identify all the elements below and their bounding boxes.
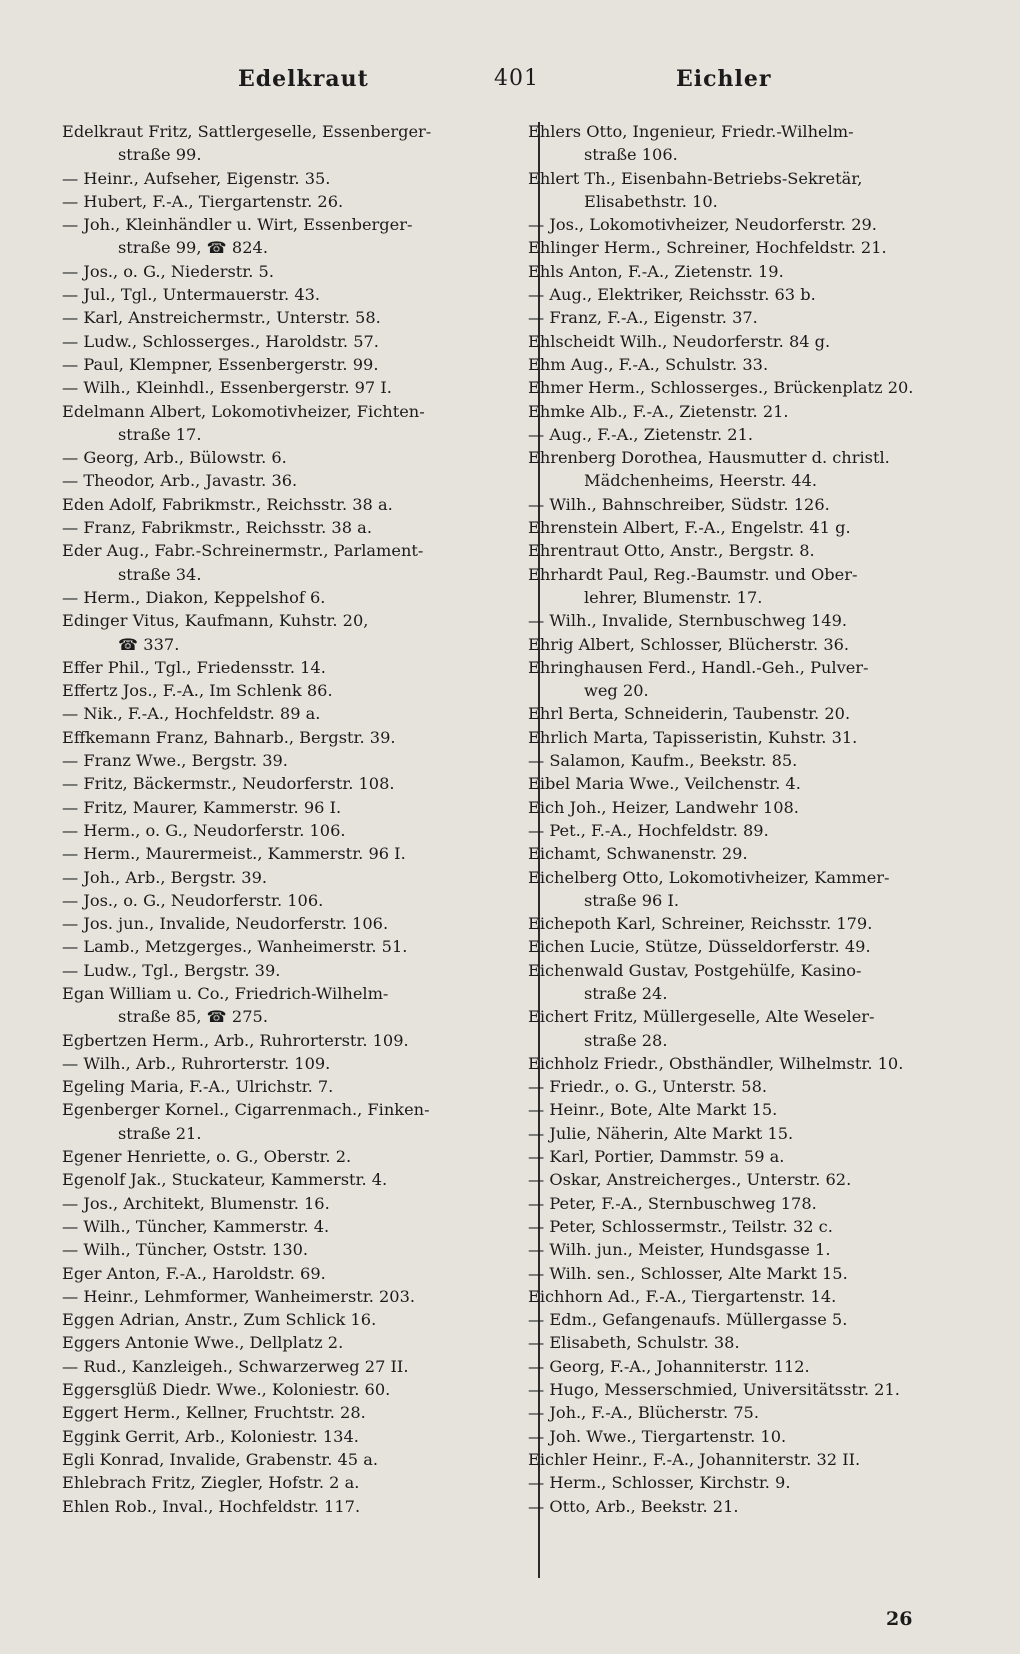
entry-line: — Joh., Kleinhändler u. Wirt, Essenberger- (62, 215, 413, 235)
entry-line: — Joh., F.-A., Blücherstr. 75. (528, 1403, 759, 1423)
entry-line: — Joh. Wwe., Tiergartenstr. 10. (528, 1426, 787, 1446)
entry-line: Eibel Maria Wwe., Veilchenstr. 4. (528, 774, 801, 794)
directory-entry (528, 1122, 970, 1145)
entry-line: — Jos., o. G., Niederstr. 5. (62, 261, 274, 281)
directory-entry (528, 726, 970, 749)
entry-line: — Wilh. sen., Schlosser, Alte Markt 15. (528, 1263, 848, 1283)
directory-entry (62, 1075, 534, 1098)
entry-line: Effkemann Franz, Bahnarb., Bergstr. 39. (62, 727, 396, 747)
entry-line: Ehmer Herm., Schlosserges., Brückenplatz 20. (528, 378, 914, 398)
entry-line: — Joh., Arb., Bergstr. 39. (62, 867, 268, 887)
directory-entry (62, 842, 534, 865)
directory-entry (62, 656, 534, 679)
directory-entry (528, 1052, 970, 1075)
directory-entry (528, 1262, 970, 1285)
entry-line: — Wilh., Kleinhdl., Essenbergerstr. 97 I. (62, 378, 392, 398)
entry-line: — Heinr., Bote, Alte Markt 15. (528, 1100, 778, 1120)
entry-line: Eichamt, Schwanenstr. 29. (528, 844, 748, 864)
entry-line: Ehlebrach Fritz, Ziegler, Hofstr. 2 a. (62, 1473, 360, 1493)
directory-entry (62, 539, 534, 586)
entry-line: — Jos. jun., Invalide, Neudorferstr. 106. (62, 914, 389, 934)
directory-entry (62, 679, 534, 702)
entry-continuation: lehrer, Blumenstr. 17. (584, 587, 763, 607)
directory-entry (528, 330, 970, 353)
directory-entry (62, 1215, 534, 1238)
directory-entry (528, 912, 970, 935)
directory-entry (528, 1192, 970, 1215)
directory-entry (62, 749, 534, 772)
directory-entry (528, 1098, 970, 1121)
folio-number: 26 (886, 1608, 913, 1630)
entry-line: — Fritz, Bäckermstr., Neudorferstr. 108. (62, 774, 395, 794)
directory-entry (528, 702, 970, 725)
entry-line: Eichler Heinr., F.-A., Johanniterstr. 32 II. (528, 1449, 861, 1469)
entry-continuation: straße 34. (118, 564, 202, 584)
entry-line: — Jos., Lokomotivheizer, Neudorferstr. 29. (528, 215, 877, 235)
entry-line: — Elisabeth, Schulstr. 38. (528, 1333, 740, 1353)
entry-line: Ehlers Otto, Ingenieur, Friedr.-Wilhelm- (528, 122, 854, 141)
directory-entry (528, 120, 970, 167)
directory-entry (62, 120, 534, 167)
entry-line: Effer Phil., Tgl., Friedensstr. 14. (62, 657, 326, 677)
entry-line: — Wilh., Bahnschreiber, Südstr. 126. (528, 494, 830, 514)
entry-line: Egenberger Kornel., Cigarrenmach., Finken- (62, 1100, 430, 1120)
entry-line: — Heinr., Aufseher, Eigenstr. 35. (62, 168, 331, 188)
entry-line: — Franz, F.-A., Eigenstr. 37. (528, 308, 758, 328)
entry-line: Ehrenstein Albert, F.-A., Engelstr. 41 g. (528, 518, 851, 538)
directory-entry (62, 516, 534, 539)
directory-entry (62, 1262, 534, 1285)
entry-line: Eden Adolf, Fabrikmstr., Reichsstr. 38 a. (62, 494, 393, 514)
entry-line: Ehlscheidt Wilh., Neudorferstr. 84 g. (528, 331, 831, 351)
entry-line: Ehrhardt Paul, Reg.-Baumstr. und Ober- (528, 564, 858, 584)
directory-entry (62, 912, 534, 935)
entry-line: — Georg, Arb., Bülowstr. 6. (62, 448, 287, 468)
entry-continuation: straße 96 I. (584, 890, 680, 910)
directory-entry (62, 866, 534, 889)
directory-entry (62, 469, 534, 492)
entry-line: — Julie, Näherin, Alte Markt 15. (528, 1123, 794, 1143)
entry-line: Effertz Jos., F.-A., Im Schlenk 86. (62, 681, 333, 701)
entry-line: Eichen Lucie, Stütze, Düsseldorferstr. 49. (528, 937, 871, 957)
entry-line: — Herm., Maurermeist., Kammerstr. 96 I. (62, 844, 406, 864)
directory-entry (62, 306, 534, 329)
entry-line: Egli Konrad, Invalide, Grabenstr. 45 a. (62, 1449, 379, 1469)
entry-continuation: Mädchenheims, Heerstr. 44. (584, 471, 818, 491)
directory-entry (62, 772, 534, 795)
directory-entry (62, 1308, 534, 1331)
entry-continuation: straße 99, ☎ 824. (118, 238, 268, 258)
left-column (62, 120, 534, 1518)
entry-line: Egenolf Jak., Stuckateur, Kammerstr. 4. (62, 1170, 388, 1190)
directory-entry (528, 935, 970, 958)
entry-continuation: straße 24. (584, 983, 668, 1003)
entry-line: Ehrenberg Dorothea, Hausmutter d. christl. (528, 448, 890, 468)
entry-line: — Oskar, Anstreicherges., Unterstr. 62. (528, 1170, 852, 1190)
entry-line: — Wilh., Invalide, Sternbuschweg 149. (528, 611, 848, 631)
entry-line: Eger Anton, F.-A., Haroldstr. 69. (62, 1263, 326, 1283)
entry-continuation: straße 99. (118, 145, 202, 165)
directory-entry (62, 330, 534, 353)
entry-line: — Jos., Architekt, Blumenstr. 16. (62, 1193, 330, 1213)
directory-entry (62, 190, 534, 213)
directory-entry (528, 539, 970, 562)
entry-line: — Jos., o. G., Neudorferstr. 106. (62, 890, 324, 910)
entry-line: Ehmke Alb., F.-A., Zietenstr. 21. (528, 401, 789, 421)
directory-entry (62, 353, 534, 376)
directory-entry (62, 1401, 534, 1424)
directory-entry (528, 353, 970, 376)
directory-entry (528, 749, 970, 772)
entry-line: — Georg, F.-A., Johanniterstr. 112. (528, 1356, 810, 1376)
directory-entry (528, 959, 970, 1006)
directory-entry (62, 1495, 534, 1518)
entry-line: Edelkraut Fritz, Sattlergeselle, Essenberger- (62, 122, 432, 141)
directory-entry (62, 260, 534, 283)
entry-continuation: straße 106. (584, 145, 678, 165)
entry-line: — Franz, Fabrikmstr., Reichsstr. 38 a. (62, 518, 372, 538)
directory-entry (528, 1331, 970, 1354)
directory-entry (62, 400, 534, 447)
entry-line: — Paul, Klempner, Essenbergerstr. 99. (62, 354, 379, 374)
directory-entry (528, 796, 970, 819)
directory-entry (62, 1145, 534, 1168)
entry-line: Egan William u. Co., Friedrich-Wilhelm- (62, 983, 389, 1003)
entry-line: — Hubert, F.-A., Tiergartenstr. 26. (62, 191, 344, 211)
directory-entry (62, 1029, 534, 1052)
directory-entry (62, 446, 534, 469)
directory-entry (62, 1052, 534, 1075)
directory-entry (62, 586, 534, 609)
entry-line: Eder Aug., Fabr.-Schreinermstr., Parlament- (62, 541, 424, 561)
entry-line: Eggen Adrian, Anstr., Zum Schlick 16. (62, 1310, 377, 1330)
entry-continuation: straße 21. (118, 1123, 202, 1143)
entry-line: — Heinr., Lehmformer, Wanheimerstr. 203. (62, 1286, 416, 1306)
directory-entry (62, 1285, 534, 1308)
directory-entry (62, 167, 534, 190)
directory-entry (528, 633, 970, 656)
directory-entry (62, 982, 534, 1029)
directory-entry (62, 819, 534, 842)
entry-line: Eichelberg Otto, Lokomotivheizer, Kammer- (528, 867, 890, 887)
entry-line: Ehls Anton, F.-A., Zietenstr. 19. (528, 261, 784, 281)
directory-entry (528, 306, 970, 329)
directory-entry (62, 376, 534, 399)
directory-entry (528, 656, 970, 703)
directory-entry (528, 772, 970, 795)
directory-entry (62, 1471, 534, 1494)
entry-line: Eggink Gerrit, Arb., Koloniestr. 134. (62, 1426, 359, 1446)
entry-line: — Wilh., Tüncher, Kammerstr. 4. (62, 1216, 330, 1236)
entry-continuation: straße 17. (118, 424, 202, 444)
directory-entry (62, 1448, 534, 1471)
entry-line: — Franz Wwe., Bergstr. 39. (62, 751, 288, 771)
directory-entry (528, 493, 970, 516)
entry-line: — Rud., Kanzleigeh., Schwarzerweg 27 II. (62, 1356, 409, 1376)
directory-entry (62, 889, 534, 912)
directory-entry (528, 563, 970, 610)
entry-continuation: straße 85, ☎ 275. (118, 1007, 268, 1027)
entry-line: — Hugo, Messerschmied, Universitätsstr. 21. (528, 1380, 900, 1400)
entry-line: Eggers Antonie Wwe., Dellplatz 2. (62, 1333, 344, 1353)
directory-entry (528, 1448, 970, 1471)
directory-entry (62, 796, 534, 819)
directory-entry (528, 446, 970, 493)
header-right-keyword: Eichler (676, 66, 772, 92)
directory-entry (62, 1192, 534, 1215)
entry-line: Eichholz Friedr., Obsthändler, Wilhelmstr. 10. (528, 1053, 904, 1073)
entry-line: — Nik., F.-A., Hochfeldstr. 89 a. (62, 704, 321, 724)
entry-line: Edinger Vitus, Kaufmann, Kuhstr. 20, (62, 611, 369, 631)
entry-continuation: weg 20. (584, 681, 649, 701)
directory-entry (62, 609, 534, 656)
entry-line: Egener Henriette, o. G., Oberstr. 2. (62, 1147, 352, 1167)
entry-line: — Pet., F.-A., Hochfeldstr. 89. (528, 820, 769, 840)
entry-line: — Wilh. jun., Meister, Hundsgasse 1. (528, 1240, 831, 1260)
directory-entry (62, 1098, 534, 1145)
entry-line: Ehringhausen Ferd., Handl.-Geh., Pulver- (528, 657, 869, 677)
directory-entry (528, 819, 970, 842)
directory-entry (62, 959, 534, 982)
entry-line: Ehlert Th., Eisenbahn-Betriebs-Sekretär, (528, 168, 863, 188)
directory-entry (528, 1238, 970, 1261)
entry-line: — Peter, F.-A., Sternbuschweg 178. (528, 1193, 817, 1213)
directory-entry (528, 1355, 970, 1378)
directory-entry (62, 1168, 534, 1191)
directory-entry (62, 1355, 534, 1378)
directory-entry (528, 167, 970, 214)
entry-line: — Aug., F.-A., Zietenstr. 21. (528, 424, 754, 444)
directory-entry (62, 493, 534, 516)
directory-entry (528, 842, 970, 865)
entry-line: — Lamb., Metzgerges., Wanheimerstr. 51. (62, 937, 408, 957)
directory-entry (528, 1075, 970, 1098)
entry-line: — Wilh., Arb., Ruhrorterstr. 109. (62, 1053, 331, 1073)
entry-line: Eichepoth Karl, Schreiner, Reichsstr. 179. (528, 914, 873, 934)
entry-line: Eich Joh., Heizer, Landwehr 108. (528, 797, 799, 817)
entry-line: — Herm., o. G., Neudorferstr. 106. (62, 820, 346, 840)
directory-entry (528, 1168, 970, 1191)
entry-line: — Ludw., Schlosserges., Haroldstr. 57. (62, 331, 379, 351)
directory-entry (528, 376, 970, 399)
entry-line: — Theodor, Arb., Javastr. 36. (62, 471, 298, 491)
entry-line: Egbertzen Herm., Arb., Ruhrorterstr. 109. (62, 1030, 409, 1050)
directory-entry (528, 1401, 970, 1424)
entry-line: — Aug., Elektriker, Reichsstr. 63 b. (528, 285, 816, 305)
directory-entry (528, 1378, 970, 1401)
entry-line: Eichert Fritz, Müllergeselle, Alte Weseler- (528, 1007, 875, 1027)
entry-continuation: ☎ 337. (118, 634, 180, 654)
entry-line: Ehrentraut Otto, Anstr., Bergstr. 8. (528, 541, 815, 561)
entry-line: Egeling Maria, F.-A., Ulrichstr. 7. (62, 1077, 334, 1097)
header-left-keyword: Edelkraut (238, 66, 369, 92)
entry-line: — Edm., Gefangenaufs. Müllergasse 5. (528, 1310, 848, 1330)
directory-entry (62, 726, 534, 749)
entry-line: Ehlen Rob., Inval., Hochfeldstr. 117. (62, 1496, 361, 1516)
directory-entry (528, 516, 970, 539)
directory-entry (528, 213, 970, 236)
directory-entry (62, 283, 534, 306)
entry-line: — Herm., Schlosser, Kirchstr. 9. (528, 1473, 791, 1493)
directory-entry (528, 423, 970, 446)
entry-line: — Salamon, Kaufm., Beekstr. 85. (528, 751, 798, 771)
directory-entry (62, 1425, 534, 1448)
entry-line: Edelmann Albert, Lokomotivheizer, Fichten- (62, 401, 425, 421)
right-column (528, 120, 970, 1518)
directory-entry (62, 702, 534, 725)
entry-line: Ehlinger Herm., Schreiner, Hochfeldstr. 21. (528, 238, 887, 258)
entry-line: Ehrig Albert, Schlosser, Blücherstr. 36. (528, 634, 850, 654)
entry-line: — Fritz, Maurer, Kammerstr. 96 I. (62, 797, 342, 817)
directory-entry (528, 1495, 970, 1518)
directory-entry (528, 1215, 970, 1238)
directory-entry (528, 866, 970, 913)
directory-entry (528, 609, 970, 632)
page-number: 401 (494, 66, 539, 91)
entry-line: Eggersglüß Diedr. Wwe., Koloniestr. 60. (62, 1380, 391, 1400)
directory-entry (528, 283, 970, 306)
directory-entry (62, 1378, 534, 1401)
directory-entry (528, 1145, 970, 1168)
directory-entry (62, 1238, 534, 1261)
entry-line: — Peter, Schlossermstr., Teilstr. 32 c. (528, 1216, 833, 1236)
directory-entry (528, 1425, 970, 1448)
directory-entry (62, 1331, 534, 1354)
entry-line: — Karl, Portier, Dammstr. 59 a. (528, 1147, 785, 1167)
entry-line: Ehm Aug., F.-A., Schulstr. 33. (528, 354, 769, 374)
directory-entry (528, 400, 970, 423)
entry-line: Ehrlich Marta, Tapisseristin, Kuhstr. 31. (528, 727, 858, 747)
entry-line: — Ludw., Tgl., Bergstr. 39. (62, 960, 281, 980)
directory-entry (62, 213, 534, 260)
directory-entry (528, 1308, 970, 1331)
entry-line: — Wilh., Tüncher, Oststr. 130. (62, 1240, 309, 1260)
entry-line: Eggert Herm., Kellner, Fruchtstr. 28. (62, 1403, 366, 1423)
entry-continuation: straße 28. (584, 1030, 668, 1050)
directory-entry (62, 935, 534, 958)
entry-line: Eichenwald Gustav, Postgehülfe, Kasino- (528, 960, 862, 980)
entry-continuation: Elisabethstr. 10. (584, 191, 718, 211)
entry-line: — Friedr., o. G., Unterstr. 58. (528, 1077, 768, 1097)
entry-line: — Karl, Anstreichermstr., Unterstr. 58. (62, 308, 381, 328)
entry-line: Ehrl Berta, Schneiderin, Taubenstr. 20. (528, 704, 851, 724)
directory-entry (528, 1471, 970, 1494)
directory-entry (528, 1285, 970, 1308)
entry-line: — Otto, Arb., Beekstr. 21. (528, 1496, 739, 1516)
directory-entry (528, 1005, 970, 1052)
entry-line: — Herm., Diakon, Keppelshof 6. (62, 587, 326, 607)
entry-line: Eichhorn Ad., F.-A., Tiergartenstr. 14. (528, 1286, 837, 1306)
directory-entry (528, 236, 970, 259)
entry-line: — Jul., Tgl., Untermauerstr. 43. (62, 285, 321, 305)
directory-entry (528, 260, 970, 283)
